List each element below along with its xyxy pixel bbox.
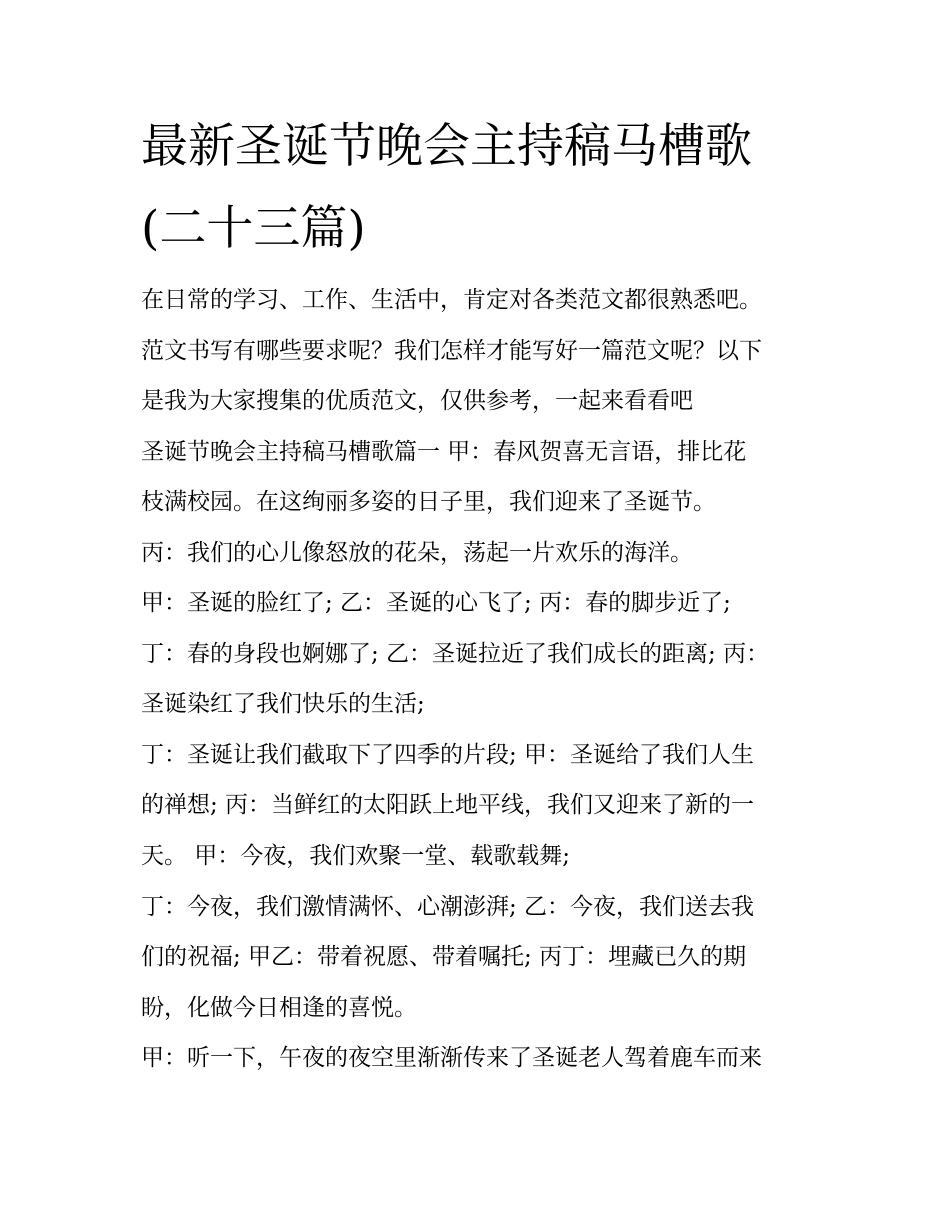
document-title-line-2: (二十三篇) (141, 201, 366, 256)
body-text-line: 在日常的学习、工作、生活中，肯定对各类范文都很熟悉吧。 (141, 287, 762, 313)
body-text-line: 范文书写有哪些要求呢？我们怎样才能写好一篇范文呢？以下 (141, 338, 762, 364)
body-text-line: 圣诞节晚会主持稿马槽歌篇一 甲：春风贺喜无言语，排比花 (141, 439, 747, 465)
body-text-line: 甲：圣诞的脸红了; 乙：圣诞的心飞了; 丙：春的脚步近了; (141, 590, 731, 616)
body-text-line: 丙：我们的心儿像怒放的花朵，荡起一片欢乐的海洋。 (141, 540, 693, 566)
body-text-line: 枝满校园。在这绚丽多姿的日子里，我们迎来了圣诞节。 (141, 489, 716, 515)
body-text-line: 们的祝福; 甲乙：带着祝愿、带着嘱托; 丙丁：埋藏已久的期 (141, 944, 747, 970)
body-text-line: 甲：听一下，午夜的夜空里渐渐传来了圣诞老人驾着鹿车而来 (141, 1045, 762, 1071)
document-title-line-1: 最新圣诞节晚会主持稿马槽歌 (141, 119, 752, 174)
body-text-line: 的禅想; 丙：当鲜红的太阳跃上地平线，我们又迎来了新的一 (141, 792, 755, 818)
body-text-line: 丁：今夜，我们激情满怀、心潮澎湃; 乙：今夜，我们送去我 (141, 894, 755, 920)
body-text-line: 天。 甲：今夜，我们欢聚一堂、载歌载舞; (141, 843, 571, 869)
body-text-line: 丁：圣诞让我们截取下了四季的片段; 甲：圣诞给了我们人生 (141, 742, 755, 768)
body-text-line: 盼，化做今日相逢的喜悦。 (141, 995, 417, 1021)
body-text-line: 圣诞染红了我们快乐的生活; (141, 691, 425, 717)
body-text-line: 丁：春的身段也婀娜了; 乙：圣诞拉近了我们成长的距离; 丙： (141, 641, 770, 667)
body-text-line: 是我为大家搜集的优质范文，仅供参考，一起来看看吧 (141, 388, 693, 414)
